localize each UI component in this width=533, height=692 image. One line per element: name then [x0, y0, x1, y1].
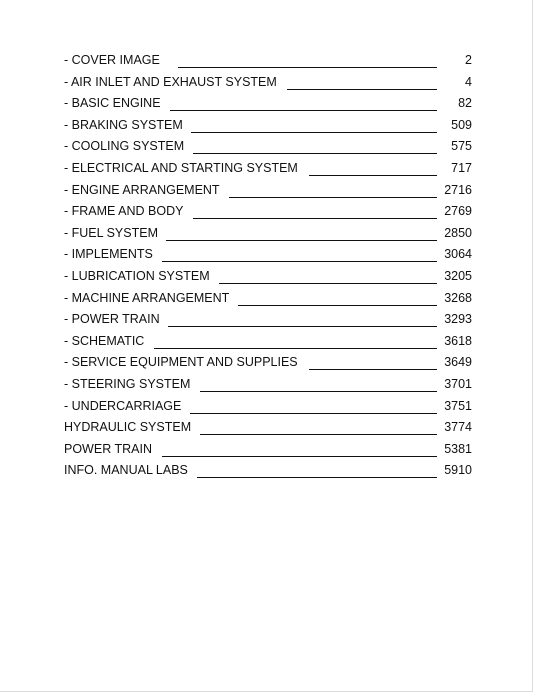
toc-entry-page: 3751: [444, 398, 472, 413]
toc-entry-title: - FRAME AND BODY: [64, 204, 184, 219]
toc-entry-page: 3774: [444, 420, 472, 435]
toc-entry-title: - COVER IMAGE: [64, 53, 160, 67]
toc-entry[interactable]: [0, 333, 533, 355]
toc-leader-line: [191, 132, 437, 133]
toc-entry-title: - LUBRICATION SYSTEM: [64, 268, 210, 283]
toc-entry[interactable]: [0, 203, 533, 225]
toc-entry[interactable]: [0, 398, 533, 420]
toc-leader-line: [166, 240, 437, 241]
toc-leader-line: [287, 89, 437, 90]
toc-entry-page: 3064: [444, 247, 472, 262]
toc-entry-title: - STEERING SYSTEM: [64, 376, 191, 391]
toc-leader-line: [193, 153, 437, 154]
toc-leader-line: [229, 197, 437, 198]
toc-entry[interactable]: [0, 441, 533, 463]
toc-entry[interactable]: [0, 311, 533, 333]
toc-entry-page: 4: [465, 74, 472, 89]
toc-leader-line: [170, 110, 437, 111]
toc-leader-line: [190, 413, 437, 414]
toc-entry[interactable]: [0, 354, 533, 376]
toc-entry-title: - BASIC ENGINE: [64, 96, 161, 111]
toc-entry[interactable]: [0, 95, 533, 117]
toc-entry-page: 5910: [444, 463, 472, 478]
toc-entry-title: - ELECTRICAL AND STARTING SYSTEM: [64, 160, 298, 175]
toc-entry-title: - MACHINE ARRANGEMENT: [64, 290, 230, 305]
toc-entry-page: 3205: [444, 268, 472, 283]
toc-entry-title: - POWER TRAIN: [64, 312, 160, 327]
toc-entry-page: 82: [458, 96, 472, 111]
toc-entry-page: 2716: [444, 182, 472, 197]
toc-entry-page: 2: [465, 53, 472, 67]
toc-leader-line: [162, 261, 437, 262]
toc-entry[interactable]: [0, 52, 533, 74]
toc-leader-line: [309, 369, 437, 370]
toc-entry[interactable]: [0, 246, 533, 268]
toc-entry-title: - ENGINE ARRANGEMENT: [64, 182, 220, 197]
toc-entry[interactable]: [0, 160, 533, 182]
toc-entry[interactable]: [0, 290, 533, 312]
toc-entry-page: 509: [451, 117, 472, 132]
toc-entry-page: 3649: [444, 355, 472, 370]
toc-entry-page: 575: [451, 139, 472, 154]
toc-entry-title: INFO. MANUAL LABS: [64, 463, 188, 478]
toc-entry[interactable]: [0, 462, 533, 484]
toc-leader-line: [238, 305, 437, 306]
toc-entry[interactable]: [0, 225, 533, 247]
toc-entry[interactable]: [0, 117, 533, 139]
toc-leader-line: [162, 456, 437, 457]
toc-leader-line: [200, 391, 437, 392]
toc-entry-title: HYDRAULIC SYSTEM: [64, 420, 192, 435]
toc-entry-title: - SCHEMATIC: [64, 333, 145, 348]
toc-entry-title: - SERVICE EQUIPMENT AND SUPPLIES: [64, 355, 298, 370]
toc-entry-title: - AIR INLET AND EXHAUST SYSTEM: [64, 74, 277, 89]
table-of-contents: [0, 52, 533, 484]
toc-entry-page: 2769: [444, 204, 472, 219]
toc-entry[interactable]: [0, 138, 533, 160]
toc-entry-page: 3618: [444, 333, 472, 348]
toc-entry-page: 3701: [444, 376, 472, 391]
toc-entry-title: - COOLING SYSTEM: [64, 139, 185, 154]
toc-leader-line: [197, 477, 437, 478]
toc-leader-line: [309, 175, 437, 176]
toc-leader-line: [200, 434, 437, 435]
toc-entry-title: - BRAKING SYSTEM: [64, 117, 183, 132]
toc-entry-page: 3293: [444, 312, 472, 327]
toc-leader-line: [168, 326, 437, 327]
toc-entry[interactable]: [0, 268, 533, 290]
toc-entry-title: POWER TRAIN: [64, 441, 152, 456]
toc-entry-page: 5381: [444, 441, 472, 456]
toc-entry[interactable]: [0, 376, 533, 398]
toc-leader-line: [178, 67, 437, 68]
toc-entry-title: - IMPLEMENTS: [64, 247, 153, 262]
toc-entry-page: 717: [451, 160, 472, 175]
toc-entry[interactable]: [0, 419, 533, 441]
toc-leader-line: [219, 283, 437, 284]
toc-entry-page: 3268: [444, 290, 472, 305]
toc-leader-line: [154, 348, 437, 349]
toc-entry-title: - FUEL SYSTEM: [64, 225, 158, 240]
toc-entry-title: - UNDERCARRIAGE: [64, 398, 182, 413]
toc-entry[interactable]: [0, 182, 533, 204]
toc-entry[interactable]: [0, 74, 533, 96]
toc-entry-page: 2850: [444, 225, 472, 240]
toc-leader-line: [193, 218, 437, 219]
